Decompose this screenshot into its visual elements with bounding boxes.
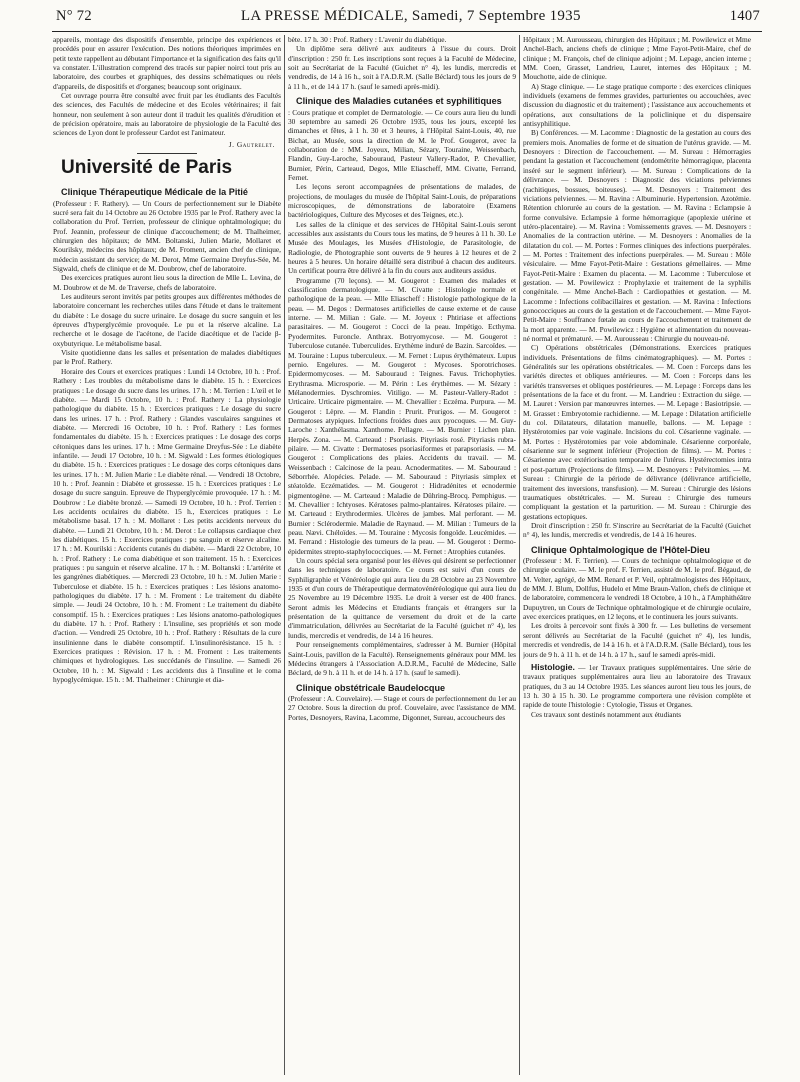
article-paragraph — [523, 663, 751, 710]
article-paragraph: A) Stage clinique. — Le stage pratique comporte : des exercices cliniques individuels (examens de femmes gravides, parturientes ou accouchées, avec discussion du diagnostic et du traitement) ; l'assistance aux accouchements et opérations, aux consultations de la policlinique et du dispensaire antisyphilitique. — [523, 81, 751, 129]
header-rule — [52, 31, 762, 32]
article-paragraph: Un cours spécial sera organisé pour les élèves qui désirent se perfectionner dans les techniques de laboratoire. Ce cours est suivi d'un cours de Syphiligraphie et Vénéréologie qui aura lieu du 28 Octobre au 23 Novembre 1935 et d'un cours de Thérapeutique dermatovénéréologique qui aura lieu du 25 Novembre au 19 Décembre 1935. Le droit à verser est de 400 francs. Seront admis les Médecins et Etudiants français et étrangers sur la présentation de la quittance de versement du droit et de la carte d'immatriculation, délivrées au Secrétariat de la Faculté (guichet n° 4), les lundis, mercredis et vendredis, de 14 à 16 heures. — [288, 556, 516, 640]
article-paragraph: (Professeur : M. F. Terrien). — Cours de technique ophtalmologique et de chirurgie oculaire. — M. le prof. F. Terrien, assisté de M. le prof. Bégaud, de M. Velter, agrégé, de MM. Renard et P. Veil, ophtalmologistes des Hôpitaux, de MM. J. Blum, Dollfus, Hudelo et Mme Braun-Vallon, chefs de clinique et de laboratoire, commencera le vendredi 18 Octobre, à 10 h., à l'Amphithéâtre Dupuytren, un Cours de Technique ophtalmologique et de chirurgie oculaire, avec exercices pratiques, en 12 leçons, et le continuera les jours suivants. — [523, 556, 751, 622]
page-number: 1407 — [729, 8, 760, 24]
subsection-heading: Clinique obstétricale Baudelocque — [296, 682, 446, 693]
article-paragraph: Horaire des Cours et exercices pratiques : Lundi 14 Octobre, 10 h. : Prof. Rathery : Les troubles du métabolisme dans le diabète. 15 h. : Exercices pratiques : Le dosage du sucre dans les urines. 17 h. : M. Terrien : L'œil et le diabète. — Mardi 15 Octobre, 10 h. : Prof. Rathery : La physiologie pathologique du diabète. 15 h. : Exercices pratiques : Le dosage du sucre dans les urines. 17 h. : Prof. Rathery : Glandes vasculaires sanguines et diabète. — Mercredi 16 Octobre, 10 h. : Prof. Rathery : Les formes fondamentales du diabète. 15 h. : Exercices pratiques : Le dosage des corps cétoniques dans les urines. 17 h. : Mme Germaine Dreyfus-Sée : Le diabète infantile. — Jeudi 17 Octobre, 10 h. : M. Sigwald : Les formes étiologiques du diabète. 15 h. : Exercices pratiques : Le dosage des corps cétoniques dans les urines. 17 h. : M. Julien Marie : Le diabète rénal. — Vendredi 18 Octobre, 10 h. : Prof. Jeannin : Diabète et grossesse. 15 h. : Exercices pratiques : Le dosage du sucre sanguin. Epreuve de l'hyperglycémie provoquée. 17 h. : M. Doubrow : Le diabète bronzé. — Samedi 19 Octobre, 10 h. : Prof. Terrien : Les accidents oculaires du diabète. 15 h., Exercices pratiques : Le métabolisme basal. 17 h. : M. Mollaret : Les petits accidents nerveux du diabète. — Lundi 21 Octobre, 10 h. : M. Derot : Le collapsus cardiaque chez les diabétiques. 15 h. : Exercices pratiques : pu sanguin et réserve alcaline. 17 h. : M. Kourilski : Accidents cutanés du diabète. — Mardi 22 Octobre, 10 h. : Prof. Rathery : Le coma diabétique et son traitement. 15 h. : Exercices pratiques : pu sanguin et réserve alcaline. 17 h. : M. Boltanski : L'artérite et les gangrènes diabétiques. — Mercredi 23 Octobre, 10 h. : M. Julien Marie : Tuberculose et diabète. 15 h. : Exercices pratiques : Les lésions anatomo-pathologiques du diabète. 17 h. : M. Froment : Le traitement du diabète simple. — Jeudi 24 Octobre, 10 h. : M. Froment : Le traitement du diabète consomptif. 15 h. : Exercices pratiques : Les lésions anatomo-pathologiques du diabète. 17 h. : Prof. Rathery : L'insuline, ses propriétés et son mode d'action. — Vendredi 25 Octobre, 10 h. : Prof. Rathery : Résultats de la cure insulinienne dans le diabète consomptif. L'insulinorésistance. 15 h. : Exercices pratiques : Révision. 17 h. : M. Froment : Les traitements chimiques et hydrologiques. Les succédanés de l'insuline. — Samedi 26 Octobre, 10 h. : M. Sigwald : Les accidents dus à l'insuline et le coma hypoglycémique. 15 h. : M. Thalheimer : Chirurgie et dia- — [53, 366, 281, 685]
article-paragraph: bète. 17 h. 30 : Prof. Rathery : L'avenir du diabétique. — [288, 35, 447, 44]
running-header — [56, 8, 760, 30]
article-paragraph: Programme (70 leçons). — M. Gougerot : Examen des malades et classification dermatologique. — M. Civatte : Histologie normale et pathologique de la peau. — Mlle Eliascheff : Histologie pathologique de la peau. — M. Degos : Dermatoses artificielles de cause externe et de cause interne. — M. Milian : Gale. — M. Joyeux : Phtiriase et affections parasitaires. — M. Gougerot : Cocci de la peau. Impétigo. Ecthyma. Pyodermites. Furoncle. Anthrax. Botryomycose. — M. Gougerot : Tuberculose cutanée. Tuberculides. Erythème induré de Bazin. Sarcoïdes. — M. Touraine : Lupus tuberculeux. — M. Fernet : Lupus érythémateux. Lupus pernio. Engelures. — M. Gougerot : Mycoses. Sporotrichoses. Epidermomycoses. — M. Sabouraud : Teignes. Favus. Trichophyties. Erythrasma. Microsporie. — M. Périn : Les érythèmes. — M. Sézary : Mélanodermies. Dyschromies. Vitiligo. — M. Pasteur-Vallery-Radot : Urticaire. Urticaire pigmentaire. — M. Chevallier : Eczéma. Purpura. — M. Gougerot : Lèpre. — M. Flandin : Prurit. Prurigos. — M. Gougerot : Dermatoses atypiques. Infections froides dues aux pyocoques. — M. Guy-Laroche : Xanthélasma. Xanthome. Pellagre. — M. Burnier : Lichen plan. Herpès. Zona. — M. Carteaud : Psoriasis. Pityriasis rosé. Pityriasis rubra-pilaire. — M. Civatte : Dermatoses psoriasiformes et parapsoriasis. — M. Gougerot : Complications des plaies. Accidents du travail. — M. Weissenbach : Calcinose de la peau. Acnodermatites. — M. Sabouraud : Séborrhée. Alopécies. Pelade. — M. Sabouraud : Pityriasis simplex et stéatoïde. Eczématides. — M. Gougerot : Hidradénites et ecnodermie pigmentogène. — M. Carteaud : Maladie de Dühring-Brocq. Pemphigus. — M. Chevallier : Ichtyoses. Kératoses palmo-plantaires. Kératoses pilaire. — M. Carteaud : Erythrodermies. Ulcères de jambes. Mal perforant. — M. Burnier : Sclérodermie. Maladie de Raynaud. — M. Milian : Tumeurs de la peau. Nævi. Chéloïdes. — M. Touraine : Mycosis fongoïde. Leucémides. — M. Ferrand : Histologie des tumeurs de la peau. — M. Gougerot : Dermo-épidermites strepto-staphylococciques. — M. Fernet : Atrophies cutanées. — [288, 275, 516, 556]
article-paragraph: Hôpitaux ; M. Aurousseau, chirurgien des Hôpitaux ; M. Powilewicz et Mme Anchel-Bach, anciens chefs de clinique ; Mme Fayot-Petit-Maire, chef de clinique ; M. François, chef de clinique adjoint ; M. Lepage, ancien interne ; MM. Coen, Grasset, Landrieu, Lauret, internes des Hôpitaux ; M. Mouchotte, aide de clinique. — [523, 35, 751, 82]
article-paragraph: Les salles de la clinique et des services de l'Hôpital Saint-Louis seront accessibles aux assistants du Cours tous les matins, de 9 heures à 11 h. 30. Le Musée des Moulages, les Musées d'Histologie, de Parasitologie, de Radiologie, de Photographie sont ouverts de 9 heures à 12 heures et de 2 heures à 5 heures. Un horaire détaillé sera distribué à chacun des auditeurs. Un certificat pourra être délivré à la fin du cours aux auditeurs assidus. — [288, 219, 516, 276]
issue-number: N° 72 — [56, 8, 92, 24]
article-paragraph: Droit d'inscription : 250 fr. S'inscrire au Secrétariat de la Faculté (Guichet n° 4), les lundis, mercredis et vendredis, de 14 à 16 heures. — [523, 520, 751, 540]
subsection-heading: Clinique Ophtalmologique de l'Hôtel-Dieu — [531, 544, 710, 555]
review-paragraph: appareils, montage des dispositifs d'ensemble, principe des expériences et procédés pour en assurer l'exécution. Des notions théoriques imprimées en petit texte rappellent au débutant l'importance et la signification des faits qu'il va constater. L'illustration comprend des tracés sur papier noirci tout pris au laboratoire, des courbes et graphiques, des dessins schématiques ou réels d'appareils, de dispositifs et d'organes; beaucoup sont originaux. — [53, 35, 281, 91]
section-heading: Université de Paris — [61, 157, 233, 179]
article-paragraph: Pour renseignements complémentaires, s'adresser à M. Burnier (Hôpital Saint-Louis, pavillon de la Faculté). Renseignements généraux pour MM. les Médecins étrangers à l'Association A.D.R.M., Faculté de Médecine, Salle Béclard, de 9 h. à 11 h. et de 14 h. à 17 h. (sauf le samedi). — [288, 640, 516, 678]
separator-rule — [137, 153, 197, 154]
article-paragraph: Ces travaux sont destinés notamment aux étudiants — [531, 709, 682, 719]
column-3 — [523, 35, 751, 1075]
article-paragraph: Visite quotidienne dans les salles et présentation de malades diabétiques par le Prof. Rathery. — [53, 348, 281, 367]
article-paragraph: Un diplôme sera délivré aux auditeurs à l'issue du cours. Droit d'inscription : 250 fr. Les inscriptions sont reçues à la Faculté de Médecine, soit au Secrétariat de la Faculté (Guichet n° 4), les lundis, mercredis et vendredis, de 14 à 16 h., soit à l'A.D.R.M. (Salle Béclard) tous les jours de 9 à 11 h., et de 14 à 17 h. (sauf le samedi après-midi). — [288, 44, 516, 91]
article-paragraph: C) Opérations obstétricales (Démonstrations. Exercices pratiques individuels. Présentations de films cinématographiques). — M. Portes : Généralités sur les opérations obstétricales. — M. Coen : Forceps dans les variétés directes et obliques antérieures. — M. Coen : Forceps dans les variétés transverses et obliques postérieures. — M. Lepage : Forceps dans les présentations de la face et du front. — M. Landrieu : Extraction du siège. — M. Lauret : Version par manœuvres internes. — M. Lepage : Basiotripsie. — M. Grasset : Embryotomie rachidienne. — M. Lepage : Dilatation artificielle du col. Dilatateurs, dilatation manuelle, ballons. — M. Lepage : Hystérotomies par voie vaginale. Incisions du col. Césarienne vaginale. — M. Portes : Hystérotomies par voie abdominale. Césarienne corporéale, césarienne sur le segment inférieur (Projection de films). — M. Portes : Césarienne avec extériorisation temporaire de l'utérus. Hystérectomies intra et post-partum (Projections de films). — M. Desnoyers : Pelvitomies. — M. Sureau : Chirurgie de la période de délivrance (délivrance artificielle, traitement des inversions, transfusion). — M. Sureau : Chirurgie des lésions traumatiques obstétricales. — M. Sureau : Chirurgie des tumeurs compliquant la gestation et la parturition. — M. Sureau : Chirurgie des gestations ectopiques. — [523, 343, 751, 521]
article-paragraph: Les auditeurs seront invités par petits groupes aux différentes méthodes de laboratoire concernant les recherches utiles dans l'étude et dans le traitement du diabète : Le dosage du sucre urinaire. Le dosage du sucre sanguin et les épreuves d'hyperglycémie provoquée. Le pu et la réserve alcaline. La recherche et le dosage de l'acétone, de l'acide diacétique et de l'acide β-oxybutyrique. Le métabolisme basal. — [53, 292, 281, 348]
column-divider — [519, 35, 520, 1075]
review-paragraph: Cet ouvrage pourra être consulté avec fruit par les étudiants des Facultés des sciences, des Facultés de médecine et des Ecoles vétérinaires; il fait honneur, non seulement à son auteur dont il traduit les qualités d'érudition et de précision opératoire, mais au laboratoire de physiologie de la Faculté des sciences de Lyon dont le professeur Cardot est l'animateur. — [53, 91, 281, 138]
column-2 — [288, 35, 516, 1075]
article-paragraph: (Professeur : A. Couvelaire). — Stage et cours de perfectionnement du 1er au 27 Octobre. Sous la direction du prof. Couvelaire, avec l'assistance de MM. Portes, Desnoyers, Ravina, Lacomme, Digonnet, Sureau, accoucheurs des — [288, 694, 516, 722]
article-paragraph: Les leçons seront accompagnées de présentations de malades, de projections, de moulages du musée de l'hôpital Saint-Louis, de préparations microscopiques, de démonstrations de laboratoire (Examens bactériologiques, Culture des Mycoses et des Teignes, etc.). — [288, 182, 516, 220]
column-divider — [284, 35, 285, 1075]
column-1 — [53, 35, 281, 1075]
inline-text: — 1er Travaux pratiques supplémentaires. Une série de travaux pratiques supplémentaires aura lieu au laboratoire des Travaux pratiques, du 3 au 14 Octobre 1935. Les séances auront lieu tous les jours, de 13 h. 30 à 15 h. 30. Le programme comportera une révision complète et rapide de toute l'histologie : Cytologie, Tissus et Organes. — [523, 662, 751, 710]
journal-title: LA PRESSE MÉDICALE, Samedi, 7 Septembre 1935 — [240, 8, 581, 24]
article-paragraph: Des exercices pratiques auront lieu sous la direction de Mlle L. Levina, de M. Doubrow et de M. de Traverse, chefs de laboratoire. — [53, 273, 281, 292]
article-paragraph: : Cours pratique et complet de Dermatologie. — Ce cours aura lieu du lundi 30 septembre au samedi 26 Octobre 1935, tous les jours, excepté les dimanches et fêtes, à 1 h. 30 et 3 heures, à l'Hôpital Saint-Louis, 40, rue Bichat, au Musée, sous la direction de M. le Prof. Gougerot, avec la collaboration de : MM. Joyeux, Milian, Sézary, Touraine, Weissenbach, Flandin, Guy-Laroche, Sabouraud, Pasteur Vallery-Radot, P. Chevallier, Burnier, Périn, Carteaud, Degos, Mlle Eliascheff, MM. Civatte, Ferrand, Fernet. — [288, 107, 516, 182]
article-paragraph: Les droits à percevoir sont fixés à 300 fr. — Les bulletins de versement seront délivrés au Secrétariat de la Faculté (guichet n° 4), les lundis, mercredis et vendredis, de 14 à 16 h. et à l'A.D.R.M. (Salle Béclard), tous les jours de 9 h. à 11 h. et de 14 h. à 17 h., sauf le samedi après-midi. — [523, 621, 751, 659]
inline-heading: Histologie. — [531, 661, 575, 672]
subsection-heading: Clinique des Maladies cutanées et syphilitiques — [296, 96, 502, 107]
review-signature: J. Gautrelet. — [228, 139, 275, 149]
article-paragraph: (Professeur : F. Rathery). — Un Cours de perfectionnement sur le Diabète sucré sera fait du 14 Octobre au 26 Octobre 1935 par le Prof. Rathery avec la collaboration du Prof. Terrien, professeur de clinique ophtalmologique; du Prof. Jeannin, professeur de clinique d'accouchement; de M. Thalheimer, chirurgien des hôpitaux; de MM. Boltanski, Julien Marie, Mollaret et Kourilsky, médecins des hôpitaux; de M. Froment, ancien chef de clinique, médecin assistant du service; de M. Derot, Mme Germaine Dreyfus-Sée, M. Sigwald, chefs de clinique et de M. Doubrow, chef de laboratoire. — [53, 198, 281, 274]
subsection-heading: Clinique Thérapeutique Médicale de la Pitié — [61, 187, 248, 198]
article-paragraph: B) Conférences. — M. Lacomme : Diagnostic de la gestation au cours des premiers mois. Anomalies de forme et de situation de l'utérus gravide. — M. Desnoyers : Direction de l'accouchement. — M. Sureau : Hémorragies pendant la gestation et l'accouchement (endométrite hémorragique, placenta inséré sur le segment inférieur). — M. Sureau : Complications de la délivrance. — M. Desnoyers : Diagnostic des viciations pelviennes (rachitiques, bossues, boiteuses). — M. Desnoyers : Traitement des viciations pelviennes. — M. Ravina : Albuminurie. Hypertension. Azotémie. Rétention chlorurée au cours de la gestation. — M. Ravina : Eclampsie à forme convulsive. Eclampsie à forme hémorragique (apoplexie utérine et utéro-placentaire). — M. Ravina : Vomissements graves. — M. Desnoyers : Anomalies de la contraction utérine. — M. Desnoyers : Anomalies de la dilatation du col. — M. Portes : Formes cliniques des infections puerpérales. — M. Portes : Traitement des infections puerpérales. — M. Sureau : Môle vésiculaire. — Mme Fayot-Petit-Maire : Gestations gémellaires. — Mme Fayot-Petit-Maire : Examen du placenta. — M. Lacomme : Tuberculose et gestation. — M. Powilewicz : Prophylaxie et traitement de la syphilis congénitale. — Mme Anchel-Bach : Cardiopathies et gestation. — M. Lacomme : Infections colibacillaires et gestation. — M. Ravina : Infections gonococciques au cours de la gestation et de l'accouchement. — Mme Fayot-Petit-Maire : Souffrance fœtale au cours de l'accouchement et traitement de la mort apparente. — M. Powilewicz : Hygiène et alimentation du nouveau-né normal et prématuré. — M. Aurousseau : Chirurgie du nouveau-né. — [523, 128, 751, 343]
